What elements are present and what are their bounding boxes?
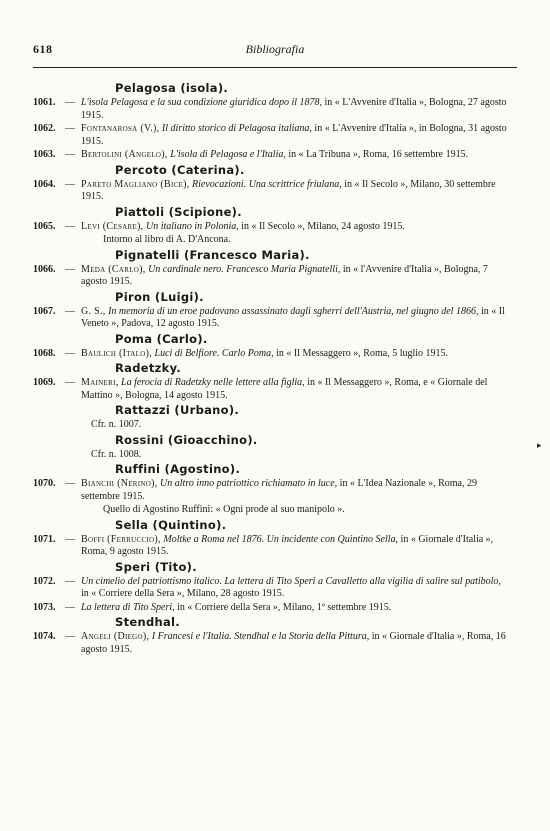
entry-number: 1066. — [33, 263, 56, 275]
entry-number: 1068. — [33, 347, 56, 359]
section-block — [33, 248, 511, 289]
entry-number: 1061. — [33, 97, 56, 108]
cross-reference: Cfr. n. 1007. — [91, 419, 142, 430]
entry-dash: — — [65, 149, 75, 160]
entry-text — [81, 149, 468, 160]
entry-title: L'isola di Pelagosa e l'Italia, — [167, 149, 286, 160]
bib-entry — [33, 348, 511, 361]
page-header — [33, 42, 517, 60]
section-heading: Speri (Tito). — [115, 559, 197, 574]
entry-author: Boffi (Ferruccio), — [81, 533, 161, 545]
entry-title: Un cimelio del patriottismo italico. La lettera di Tito Speri a Cavalletto alla vigilia di salire sul patibolo, — [81, 575, 501, 587]
entry-title: La lettera di Tito Speri, — [81, 601, 175, 613]
entry-publication: in « Il Messaggero », Roma, e « Giornale del Mattino », Bologna, 14 agosto 1915. — [81, 377, 488, 401]
entry-title: La ferocia di Radetzky nelle lettere alla figlia, — [118, 377, 305, 388]
entry-text — [81, 478, 477, 502]
entry-text — [81, 602, 391, 613]
entry-dash: — — [65, 575, 75, 587]
entry-publication: in « Il Secolo », Milano, 30 settembre 1915. — [81, 178, 496, 202]
entry-note: Intorno al libro di A. D'Ancona. — [103, 234, 231, 245]
section-block — [33, 518, 511, 559]
entry-publication: in « L'Avvenire d'Italia », in Bologna, 31 agosto 1915. — [81, 123, 507, 147]
entry-number: 1073. — [33, 601, 56, 613]
section-block — [33, 361, 511, 402]
bib-entry — [33, 123, 511, 148]
entry-publication: in « Giornale d'Italia », Roma, 9 agosto 1915. — [81, 533, 494, 557]
entry-text — [81, 264, 488, 288]
section-heading: Piron (Luigi). — [115, 289, 204, 304]
entry-publication: in « Il Veneto », Padova, 12 agosto 1915. — [81, 305, 505, 329]
bib-entry — [33, 602, 511, 615]
entry-text — [81, 377, 487, 401]
entry-number: 1063. — [33, 149, 56, 160]
entry-dash: — — [65, 601, 75, 613]
entry-dash: — — [65, 220, 75, 232]
entry-author: Meda (Carlo), — [81, 263, 146, 275]
entry-publication: in « L'Idea Nazionale », Roma, 29 settembre 1915. — [81, 478, 477, 502]
bib-entry — [33, 179, 511, 204]
entry-text — [81, 97, 507, 121]
margin-mark: ▸ — [537, 440, 542, 450]
entry-author: Levi (Cesare), — [81, 220, 144, 232]
entry-text — [81, 179, 496, 203]
entry-dash: — — [65, 263, 75, 275]
section-heading: Pelagosa (isola). — [115, 81, 229, 95]
entry-author: Bertolini (Angelo), — [81, 149, 168, 160]
entry-number: 1072. — [33, 575, 56, 587]
entry-dash: — — [65, 123, 75, 134]
entry-number: 1065. — [33, 220, 56, 232]
bib-entry — [33, 534, 511, 559]
section-block — [33, 332, 511, 361]
entry-text — [81, 306, 505, 330]
section-heading: Stendhal. — [115, 615, 180, 629]
entry-publication: in « L'Avvenire d'Italia », Bologna, 27 agosto 1915. — [81, 97, 507, 121]
section-heading: Rossini (Gioacchino). — [115, 432, 258, 447]
entry-publication: in « Corriere della Sera », Milano, 28 agosto 1915. — [81, 588, 285, 599]
entry-number: 1071. — [33, 533, 56, 545]
entry-text — [81, 576, 501, 600]
section-heading: Percoto (Caterina). — [115, 162, 245, 177]
entry-number: 1070. — [33, 478, 56, 489]
section-block — [33, 462, 511, 517]
section-block — [33, 433, 511, 462]
entry-dash: — — [65, 97, 75, 108]
section-block — [33, 163, 511, 204]
section-block — [33, 290, 511, 331]
entry-author: Pareto Magliano (Bice), — [81, 178, 190, 190]
bib-entry — [33, 221, 511, 234]
entry-text — [81, 534, 493, 558]
section-heading: Rattazzi (Urbano). — [115, 403, 240, 417]
running-title: Bibliografia — [245, 42, 305, 56]
entry-publication: in « Il Messaggero », Roma, 5 luglio 1915. — [273, 347, 449, 359]
entry-number: 1069. — [33, 377, 56, 388]
entry-publication: in « l'Avvenire d'Italia », Bologna, 7 agosto 1915. — [81, 263, 488, 287]
entry-dash: — — [65, 533, 75, 545]
entry-text — [81, 221, 405, 232]
entry-author: Baulich (Italo), — [81, 347, 153, 359]
section-block — [33, 403, 511, 432]
entry-publication: in « La Tribuna », Roma, 16 settembre 1915. — [285, 149, 469, 160]
entry-title: I Francesi e l'Italia. Stendhal e la Storia della Pittura, — [149, 631, 370, 642]
entry-title: In memoria di un eroe padovano assassinato dagli sgherri dell'Austria, nel giugno del 1866, — [105, 305, 479, 317]
entry-author: G. S., — [81, 305, 106, 317]
entry-title: L'isola Pelagosa e la sua condizione giuridica dopo il 1878, — [81, 97, 323, 108]
section-block — [33, 81, 511, 162]
entry-title: Moltke a Roma nel 1876. Un incidente con Quintino Sella, — [160, 533, 399, 545]
bib-entry — [33, 149, 511, 162]
cross-reference: Cfr. n. 1008. — [91, 448, 142, 460]
section-block — [33, 615, 511, 656]
entry-publication: in « Giornale d'Italia », Roma, 16 agosto 1915. — [81, 631, 506, 655]
section-heading: Piattoli (Scipione). — [115, 204, 242, 219]
entry-dash: — — [65, 631, 75, 642]
entry-number: 1074. — [33, 631, 56, 642]
bibliography-list — [33, 80, 511, 657]
entry-number: 1064. — [33, 178, 56, 190]
section-block — [33, 560, 511, 615]
entry-author: Bianchi (Nerino), — [81, 478, 158, 489]
bib-entry — [33, 377, 511, 402]
entry-author: Fontanarosa (V.), — [81, 123, 160, 134]
section-heading: Radetzky. — [115, 361, 181, 375]
entry-number: 1067. — [33, 305, 56, 317]
entry-text — [81, 631, 506, 655]
entry-dash: — — [65, 178, 75, 190]
entry-title: Luci di Belfiore. Carlo Poma, — [152, 347, 274, 359]
entry-dash: — — [65, 478, 75, 489]
entry-title: Un italiano in Polonia, — [143, 220, 239, 232]
entry-author: Angeli (Diego), — [81, 631, 150, 642]
bib-entry — [33, 576, 511, 601]
section-heading: Pignatelli (Francesco Maria). — [115, 247, 310, 262]
bib-entry — [33, 631, 511, 656]
entry-dash: — — [65, 377, 75, 388]
entry-note: Quello di Agostino Ruffini: « Ogni prode al suo manipolo ». — [103, 504, 345, 515]
entry-dash: — — [65, 305, 75, 317]
section-heading: Poma (Carlo). — [115, 331, 208, 346]
section-heading: Ruffini (Agostino). — [115, 462, 241, 476]
entry-number: 1062. — [33, 123, 56, 134]
entry-publication: in « Corriere della Sera », Milano, 1º settembre 1915. — [174, 601, 392, 613]
entry-text — [81, 123, 507, 147]
bib-entry — [33, 97, 511, 122]
section-heading: Sella (Quintino). — [115, 517, 227, 532]
entry-title: Rievocazioni. Una scrittrice friulana, — [189, 178, 342, 190]
entry-publication: in « Il Secolo », Milano, 24 agosto 1915. — [238, 220, 405, 232]
section-block — [33, 205, 511, 247]
entry-dash: — — [65, 347, 75, 359]
entry-title: Un cardinale nero. Francesco Maria Pignatelli, — [145, 263, 341, 275]
entry-title: Un altro inno patriottico richiamato in luce, — [157, 478, 338, 489]
entry-author: Maineri, — [81, 377, 119, 388]
bib-entry — [33, 478, 511, 503]
header-rule — [33, 67, 517, 68]
entry-text — [81, 348, 448, 359]
bib-entry — [33, 306, 511, 331]
bib-entry — [33, 264, 511, 289]
page-number: 618 — [33, 42, 53, 56]
entry-title: Il diritto storico di Pelagosa italiana, — [159, 123, 312, 134]
